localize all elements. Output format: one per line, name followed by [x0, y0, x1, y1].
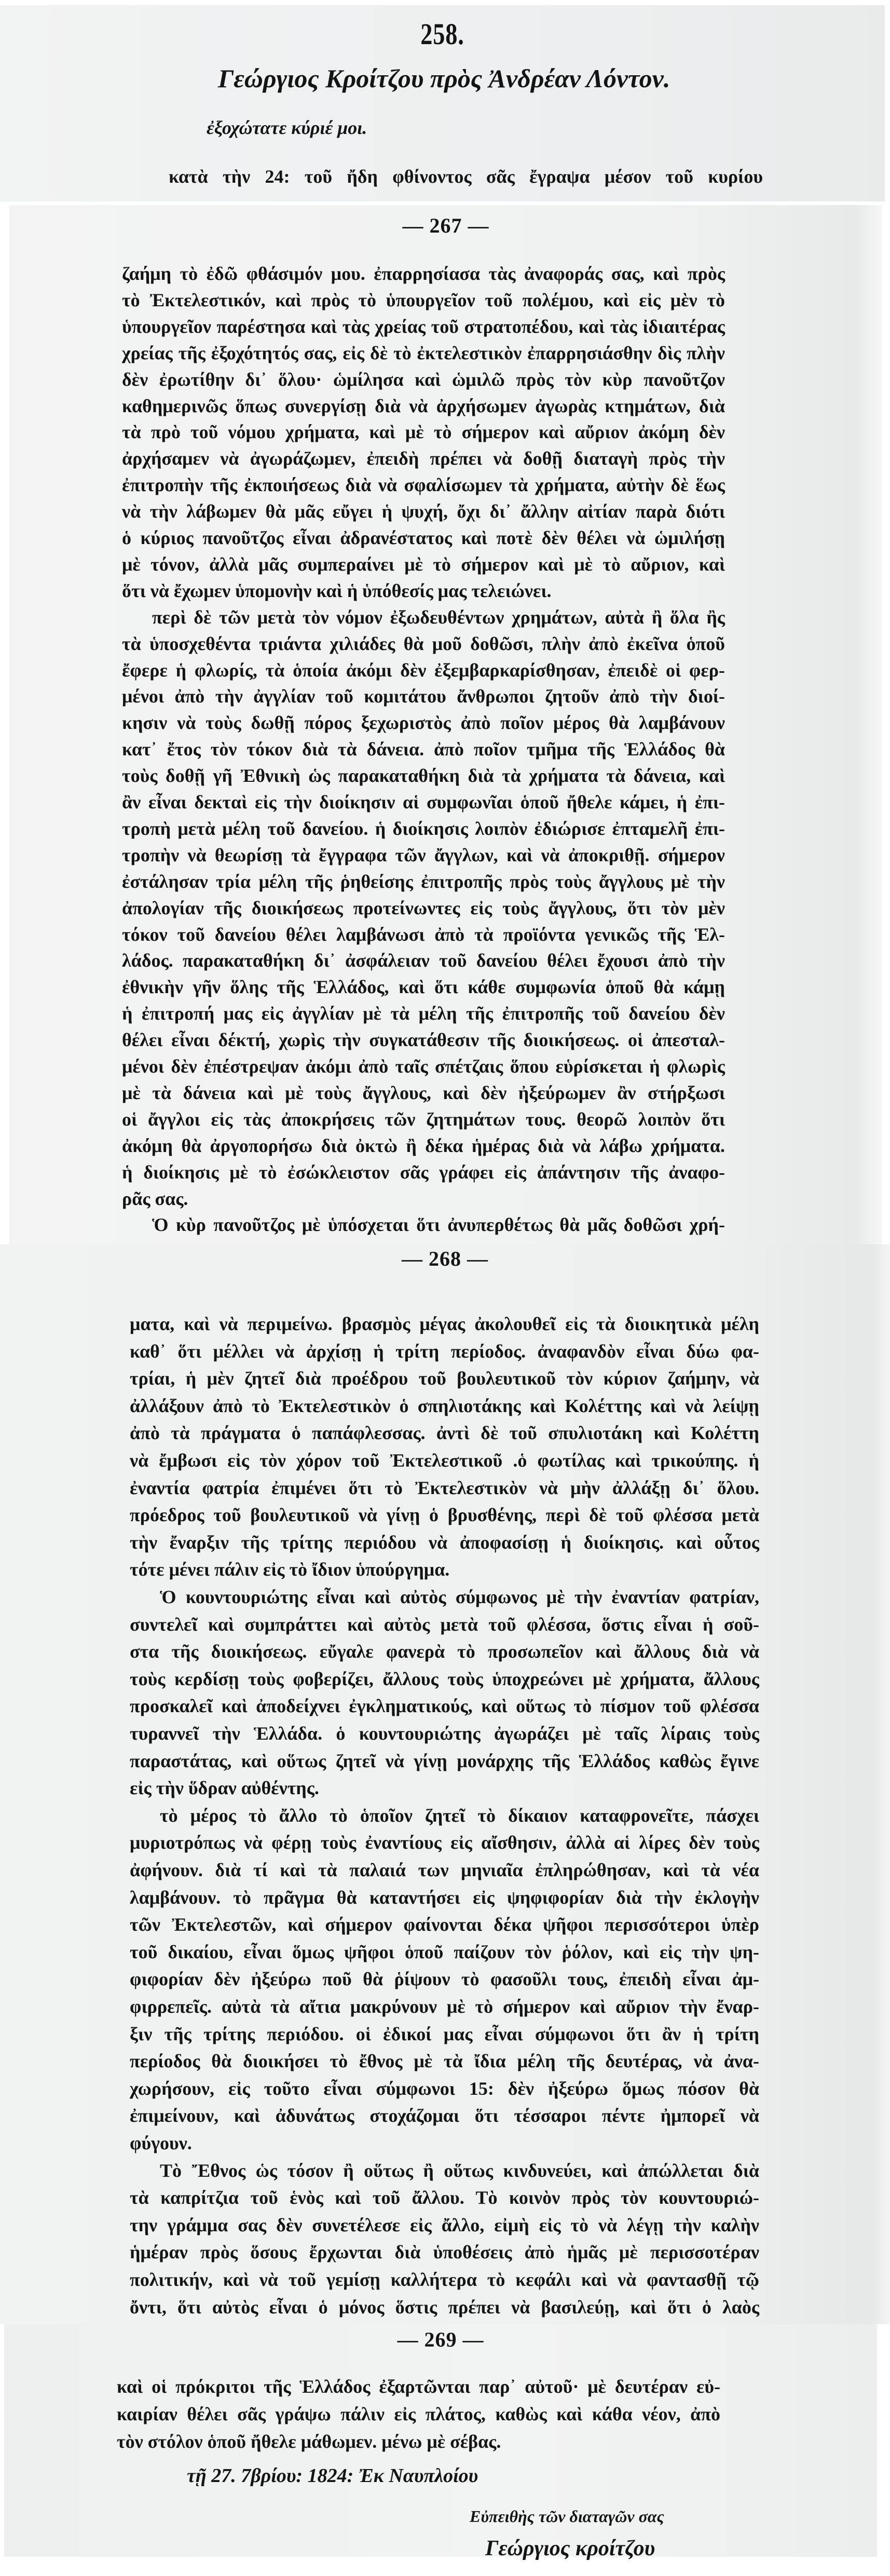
text-line: ἀκόμη θὰ ἀργοπορήσω διὰ ὀκτὼ ἢ δέκα ἡμέρας διὰ νὰ λάβω χρήματα.	[122, 1135, 725, 1156]
text-line: ἡμέραν πρὸς ὅσους ἔρχωνται διὰ ὑποθέσεις ἀπὸ ἡμᾶς μὲ περισσοτέραν	[130, 2242, 759, 2263]
text-line: ζαήμη τὸ ἐδῶ φθάσιμόν μου. ἐπαρρησίασα τὰς ἀναφοράς σας, καὶ πρὸς	[122, 263, 725, 284]
letter-number: 258.	[420, 17, 464, 51]
text-line: ἔφερε ἡ φλωρίς, τὰ ὁποία ἀκόμι δὲν ἐξεμβαρκαρίσθησαν, ἐπειδὲ οἱ φερ-	[122, 659, 725, 681]
text-line: ἐθνικὴν γῆν ὅλης τῆς Ἑλλάδος, καὶ ὅτι κάθε συμφωνία ὁποῦ θὰ κάμῃ	[122, 977, 725, 998]
text-line: ὅτι νὰ ἔχωμεν ὑπομονὴν καὶ ἡ ὑπόθεσίς μας τελειώνει.	[122, 580, 552, 601]
signature: Γεώργιος κροίτζου	[485, 2537, 655, 2560]
text-line: πρόεδρος τοῦ βουλευτικοῦ νὰ γίνῃ ὁ βρυσθένης, περὶ δὲ τοῦ φλέσσα μετὰ	[130, 1504, 759, 1526]
text-line: τοῦ δικαίου, εἶναι ὅμως ψῆφοι ὁποῦ παίζουν τὸν ῥόλον, καὶ εἰς τὴν ψη-	[130, 1941, 759, 1962]
text-line: ξιν τῆς τρίτης περιόδου. οἱ ἐδικοί μας εἶναι σύμφωνοι ὅτι ἂν ἡ τρίτη	[130, 2023, 759, 2044]
text-line: κατ᾽ ἔτος τὸν τόκον διὰ τὰ δάνεια. ἀπὸ ποῖον τμῆμα τῆς Ἑλλάδος θὰ	[122, 739, 725, 760]
text-line: ἀρχήσαμεν νὰ ἀγωράζωμεν, ἐπειδὴ πρέπει νὰ δοθῇ διαταγὴ πρὸς τὴν	[122, 448, 725, 469]
text-line: τὴν ἔναρξιν τῆς τρίτης περιόδου νὰ ἀποφασίσῃ ἡ διοίκησις. καὶ οὗτος	[130, 1531, 759, 1553]
page-269	[4, 2324, 877, 2560]
text-line: καθημερινῶς ὅπως συνεργίσῃ διὰ νὰ ἀρχήσωμεν ἀγωρὰς κτημάτων, διὰ	[122, 395, 725, 416]
text-line: μυριοτρόπως νὰ φέρῃ τοὺς ἐναντίους εἰς αἴσθησιν, ἀλλὰ αἱ λίρες δὲν τοὺς	[130, 1832, 759, 1853]
valediction: Εὐπειθὴς τῶν διαταγῶν σας	[470, 2507, 664, 2526]
text-line: δὲν ἐρωτίθην δι᾽ ὅλου· ὡμίλησα καὶ ὡμιλῶ πρὸς τὸν κὺρ πανοῦτζον	[122, 369, 725, 390]
text-line: τὸ μέρος τὸ ἄλλο τὸ ὁποῖον ζητεῖ τὸ δίκαιον καταφρονεῖτε, πάσχει	[160, 1805, 759, 1826]
text-line: τροπὴ μετὰ μέλη τοῦ δανείου. ἡ διοίκησις λοιπὸν ἐδιώρισε ἐπταμελῆ ἐπι-	[122, 818, 725, 839]
text-line: καὶ οἱ πρόκριτοι τῆς Ἑλλάδος ἐξαρτῶνται παρ᾽ αὐτοῦ· μὲ δευτέραν εὐ-	[117, 2376, 720, 2397]
page-268	[0, 1244, 890, 2324]
text-line: θέλει εἶναι δέκτή, χωρὶς τὴν συγκατάθεσιν τῆς διοικήσεως. οἱ ἀπεσταλ-	[122, 1029, 725, 1051]
text-line: ἐπιτροπὴν τῆς ἐκποιήσεως διὰ νὰ σφαλίσωμεν τὰ χρήματα, αὐτὴν δὲ ἕως	[122, 474, 725, 496]
text-line: τὸ Ἐκτελεστικόν, καὶ πρὸς τὸ ὑπουργεῖον τοῦ πολέμου, καὶ εἰς μὲν τὸ	[122, 289, 725, 310]
text-line: τότε μένει πάλιν εἰς τὸ ἴδιον ὑπούργημα.	[130, 1559, 450, 1580]
text-line: στα τῆς διοικήσεως. εὔγαλε φανερὰ τὸ προσωπεῖον καὶ ἄλλους διὰ νὰ	[130, 1641, 759, 1662]
text-line: φιρρεπεῖς. αὐτὰ τὰ αἴτια μακρύνουν μὲ τὸ σήμερον καὶ αὔριον τὴν ἔναρ-	[130, 1996, 759, 2017]
text-line: μὲ τόνον, ἀλλὰ μᾶς συμπεραίνει μὲ τὸ σήμερον καὶ μὲ τὸ αὔριον, καὶ	[122, 553, 725, 575]
text-line: χωρήσουν, εἰς τοῦτο εἶναι σύμφωνοι 15: δὲν ἠξεύρω ὅμως πόσον θὰ	[130, 2078, 759, 2099]
text-line: περὶ δὲ τῶν μετὰ τὸν νόμον ἐξωδευθέντων χρημάτων, αὐτὰ ἢ ὅλα ἢς	[152, 606, 725, 628]
text-line: λαμβάνουν. τὸ πρᾶγμα θὰ καταντήσει εἰς ψηφιφορίαν διὰ τὴν ἐκλογὴν	[130, 1887, 759, 1908]
opening-line: κατὰ τὴν 24: τοῦ ἤδη φθίνοντος σᾶς ἔγραψα μέσον τοῦ κυρίου	[169, 166, 763, 187]
text-line: τὰ ὑποσχεθέντα τριάντα χιλιάδες θὰ μοῦ δοθῶσι, πλὴν ἀπὸ ἐκεῖνα ὁποῦ	[122, 633, 725, 654]
text-line: νὰ ἔμβωσι εἰς τὸν χόρον τοῦ Ἐκτελεστικοῦ .ὁ φωτίλας καὶ τρικούπης. ἡ	[130, 1450, 759, 1471]
text-line: τοὺς κερδίσῃ τοὺς φοβερίζει, ἄλλους τοὺς ὑποχρεώνει μὲ χρήματα, ἄλλους	[130, 1668, 759, 1689]
text-line: την γράμμα σας δὲν συνετέλεσε εἰς ἄλλο, εἰμὴ εἰς τὸ νὰ λέγῃ τὴν καλὴν	[130, 2214, 759, 2235]
text-line: τοὺς δοθῇ γῆ Ἐθνικὴ ὡς παρακαταθήκη διὰ τὰ χρήματα τὰ δάνεια, καὶ	[122, 765, 725, 787]
text-line: ἡ ἐπιτροπή μας εἰς ἀγγλίαν μὲ τὰ μέλη τῆς ἐπιτροπῆς τοῦ δανείου δὲν	[122, 1003, 725, 1024]
text-line: τρίαι, ἡ μὲν ζητεῖ διὰ προέδρου τοῦ βουλευτικοῦ τὸν κύριον ζαήμην, νὰ	[130, 1368, 759, 1389]
letter-title: Γεώργιος Κροίτζου πρὸς Ἀνδρέαν Λόντον.	[218, 64, 670, 93]
text-line: χρείας τῆς ἐξοχότητός σας, εἰς δὲ τὸ ἐκτελεστικὸν ἐπαρρησιάσθην δὶς πλὴν	[122, 342, 725, 363]
date-place: τῇ 27. 7βρίου: 1824: Ἐκ Ναυπλοίου	[187, 2465, 478, 2487]
text-line: ματα, καὶ νὰ περιμείνω. βρασμὸς μέγας ἀκολουθεῖ εἰς τὰ διοικητικὰ μέλη	[130, 1313, 759, 1334]
text-line: μὲ τὰ δάνεια καὶ μὲ τοὺς ἄγγλους, καὶ δὲν ἠξεύρωμεν ἂν στήρξωσι	[122, 1082, 725, 1103]
text-line: ἂν εἶναι δεκταὶ εἰς τὴν διοίκησιν αἱ συμφωνῖαι ὁποῦ ἤθελε κάμει, ἡ ἐπι-	[122, 792, 725, 812]
text-line: νὰ τὴν λάβωμεν θὰ μᾶς εὔγει ἡ ψυχή, ὄχι δι᾽ ἄλλην αἰτίαν παρὰ διότι	[122, 501, 725, 522]
text-line: εἰς τὴν ὕδραν αὐθέντης.	[130, 1778, 319, 1799]
letter-heading-section	[0, 5, 885, 201]
text-line: λάδος. παρακαταθήκη δι᾽ ἀσφάλειαν τοῦ δανείου θέλει ἔχουσι ἀπὸ τὴν	[122, 950, 725, 971]
page-number: — 267 —	[402, 214, 489, 237]
text-line: ἐναντία φατρία ἐπιμένει ὅτι τὸ Ἐκτελεστικὸν νὰ μὴν ἀλλάξῃ δι᾽ ὅλου.	[130, 1477, 759, 1498]
text-line: παραστάτας, καὶ οὕτως ζητεῖ νὰ γίνῃ μονάρχης τῆς Ἑλλάδος καθὼς ἔγινε	[130, 1750, 759, 1771]
text-line: οἱ ἄγγλοι εἰς τὰς ἀποκρήσεις τῶν ζητημάτων τους. θεορῶ λοιπὸν ὅτι	[122, 1108, 725, 1130]
text-line: φύγουν.	[130, 2133, 192, 2153]
page-number: — 268 —	[402, 1247, 488, 1270]
salutation: ἐξοχώτατε κύριέ μοι.	[207, 117, 367, 138]
text-line: μένοι ἀπὸ τὴν ἀγγλίαν τοῦ κομιτάτου ἄνθρωποι ζητοῦν ἀπὸ τὴν διοί-	[122, 686, 725, 707]
text-line: ἡ διοίκησις μὲ τὸ ἐσώκλειστον σᾶς γράφει εἰς ἀπάντησιν τῆς ἀναφο-	[122, 1161, 725, 1183]
text-line: τόκον τοῦ δανείου θέλει λαμβάνωσι ἀπὸ τὰ προϊόντα γενικῶς τῆς Ἑλ-	[122, 924, 725, 945]
text-line: Ὁ κουντουριώτης εἶναι καὶ αὐτὸς σύμφωνος μὲ τὴν ἐναντίαν φατρίαν,	[160, 1587, 759, 1607]
text-line: τὰ καπρίτζια τοῦ ἑνὸς καὶ τοῦ ἄλλου. Τὸ κοινὸν πρὸς τὸν κουντουριώ-	[130, 2187, 759, 2208]
page-number: — 269 —	[397, 2328, 484, 2351]
text-line: ρᾶς σας.	[122, 1188, 188, 1209]
text-line: τὰ πρὸ τοῦ νόμου χρήματα, καὶ μὲ τὸ σήμερον καὶ αὔριον ἀκόμη δὲν	[122, 422, 725, 443]
text-line: προσκαλεῖ καὶ ἀποδείχνει ἐγκληματικούς, καὶ οὕτως τὸ πίσμον τοῦ φλέσσα	[130, 1696, 759, 1717]
text-line: κησιν νὰ τοὺς δωθῇ πόρος ξεχωριστὸς ἀπὸ ποῖον μέρος θὰ λαμβάνουν	[122, 712, 725, 734]
text-line: συντελεῖ καὶ συμπράττει καὶ αὐτὸς μετὰ τοῦ φλέσσα, ὅστις εἶναι ἡ σοῦ-	[130, 1614, 759, 1635]
text-line: περίοδος θὰ διοικήσει τὸ ἔθνος μὲ τὰ ἴδια μέλη τῆς δευτέρας, νὰ ἀνα-	[130, 2051, 759, 2072]
text-line: καθ᾽ ὅτι μέλλει νὰ ἀρχίσῃ ἡ τρίτη περίοδος. ἀναφανδὸν εἶναι δύω φα-	[130, 1340, 759, 1362]
text-line: καιρίαν θέλει σᾶς γράψω πάλιν εἰς πλάτος, καθὼς καὶ κάθα νέον, ἀπὸ	[117, 2404, 720, 2424]
text-line: ὁ κύριος πανοῦτζος εἶναι ἀδρανέστατος καὶ ποτὲ δὲν θέλει νὰ ὡμιλήσῃ	[122, 527, 725, 548]
text-line: ὄντι, ὅτι αὐτὸς εἶναι ὁ μόνος ὅστις πρέπει νὰ βασιλεύῃ, καὶ ὅτι ὁ λαὸς	[130, 2296, 759, 2317]
text-line: τυραννεῖ τὴν Ἑλλάδα. ὁ κουντουριώτης ἀγωράζει μὲ ταῖς λίραις τοὺς	[130, 1723, 759, 1744]
text-line: ἀφήνουν. διὰ τί καὶ τὰ παλαιά των μηνιαῖα ἐπληρώθησαν, καὶ τὰ νέα	[130, 1860, 759, 1880]
text-line: ἀπολογίαν τῆς διοικήσεως προτείνωντες εἰς τοὺς ἄγγλους, ὅτι τὸν μὲν	[122, 897, 725, 918]
text-line: ἐστάλησαν τρία μέλη τῆς ῥηθείσης ἐπιτροπῆς πρὸς τοὺς ἄγγλους μὲ τὴν	[122, 871, 725, 892]
text-line: ἀλλάξουν ἀπὸ τὸ Ἐκτελεστικὸν ὁ σπηλιοτάκης καὶ Κολέττης καὶ νὰ λείψῃ	[130, 1395, 759, 1416]
text-line: Τὸ Ἔθνος ὡς τόσον ἢ οὕτως ἢ οὕτως κινδυνεύει, καὶ ἀπώλλεται διὰ	[160, 2160, 759, 2181]
text-line: τὸν στόλον ὁποῦ ἤθελε μάθωμεν. μένω μὲ σέβας.	[117, 2431, 501, 2452]
text-line: Ὁ κὺρ πανοῦτζος μὲ ὑπόσχεται ὅτι ἀνυπερθέτως θὰ μᾶς δοθῶσι χρή-	[152, 1214, 725, 1236]
page-267	[9, 205, 882, 1244]
text-line: ὑπουργεῖον παρέστησα καὶ τὰς χρείας τοῦ στρατοπέδου, καὶ τὰς ἰδιαιτέρας	[122, 316, 725, 337]
text-line: φιφορίαν δὲν ἠξεύρω ποῦ θὰ ῥίψουν τὸ φασοῦλι τους, ἐπειδὴ εἶναι ἀμ-	[130, 1969, 759, 1990]
text-line: ἐπιμείνουν, καὶ ἀδυνάτως στοχάζομαι ὅτι τέσσαροι πέντε ἠμπορεῖ νὰ	[130, 2105, 759, 2126]
text-line: ἀπὸ τὰ πράγματα ὁ παπάφλεσσας. ἀντὶ δὲ τοῦ σπυλιοτάκη καὶ Κολέττη	[130, 1422, 759, 1444]
text-line: μένοι δὲν ἐπέστρεψαν ἀκόμι ἀπὸ ταῖς σπέτζαις ὅπου εὑρίσκεται ἡ φλωρὶς	[122, 1056, 725, 1077]
text-line: τροπὴν νὰ θεωρίσῃ τὰ ἔγγραφα τῶν ἄγγλων, καὶ νὰ ἀποκριθῇ. σήμερον	[122, 844, 725, 865]
text-line: τῶν Ἐκτελεστῶν, καὶ σήμερον φαίνονται δέκα ψῆφοι περισσότεροι ὑπὲρ	[130, 1914, 759, 1935]
text-line: πολιτικήν, καὶ νὰ τοῦ γεμίσῃ καλλήτερα τὸ κεφάλι καὶ νὰ φαντασθῇ τῷ	[130, 2269, 759, 2290]
